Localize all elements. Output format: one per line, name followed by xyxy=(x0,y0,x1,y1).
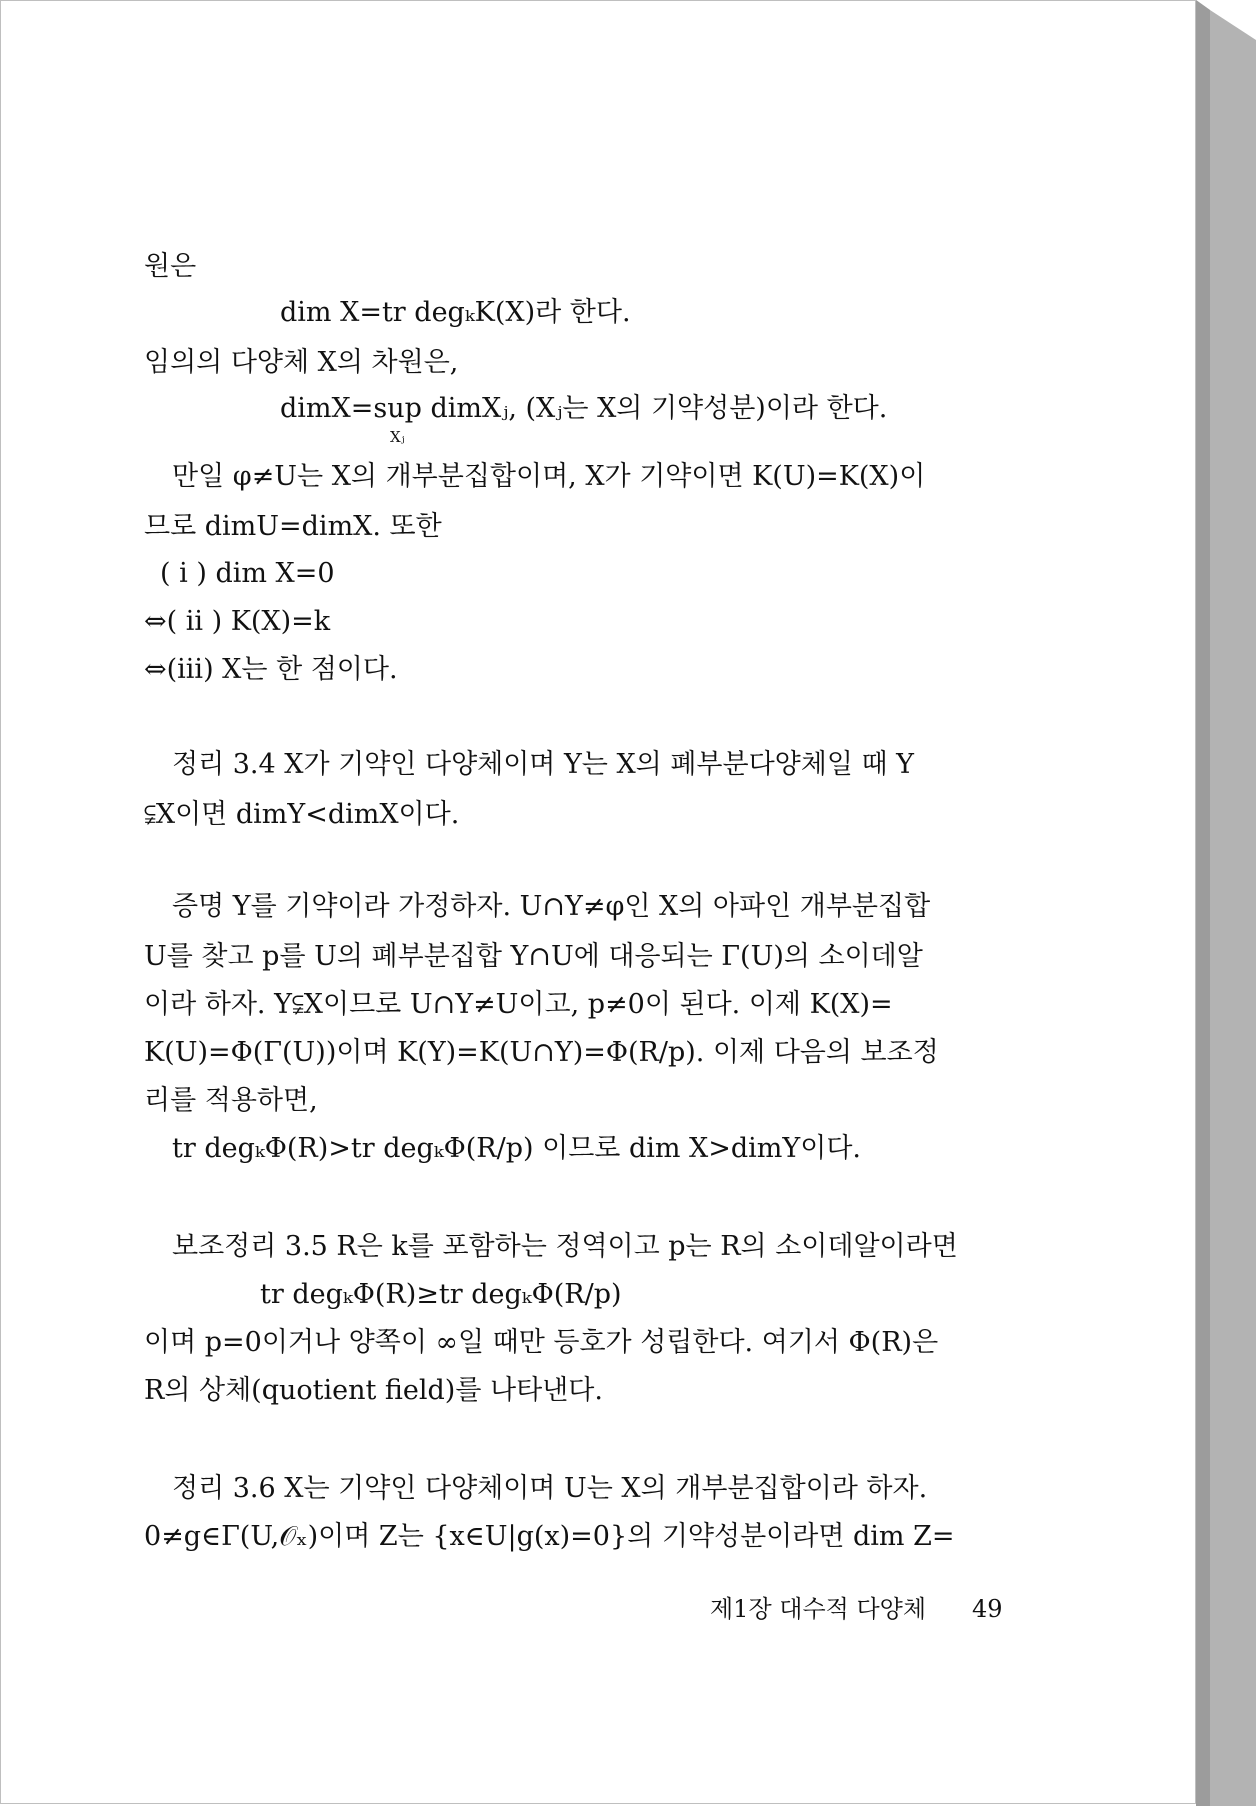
chapter-footer: 제1장 대수적 다양체 xyxy=(710,1595,926,1623)
text-line: 리를 적용하면, xyxy=(144,1085,318,1116)
equation-line: dimX=sup dimXⱼ, (Xⱼ는 X의 기약성분)이라 한다. xyxy=(280,393,888,424)
subscript-label: Xⱼ xyxy=(390,428,405,446)
text-line: 만일 φ≠U는 X의 개부분집합이며, X가 기약이면 K(U)=K(X)이 xyxy=(172,461,926,492)
text-line: ⫋X이면 dimY<dimX이다. xyxy=(144,799,460,830)
theorem-heading: 정리 3.6 X는 기약인 다양체이며 U는 X의 개부분집합이라 하자. xyxy=(172,1473,928,1504)
text-line: 0≠g∈Γ(U,𝒪ₓ)이며 Z는 {x∈U|g(x)=0}의 기약성분이라면 dim Z= xyxy=(144,1521,955,1552)
text-line: 원은 xyxy=(144,251,197,282)
lemma-heading: 보조정리 3.5 R은 k를 포함하는 정역이고 p는 R의 소이데알이라면 xyxy=(172,1231,958,1262)
list-item: ⇔( ii ) K(X)=k xyxy=(144,606,331,637)
text-line: 이며 p=0이거나 양쪽이 ∞일 때만 등호가 성립한다. 여기서 Φ(R)은 xyxy=(144,1327,939,1358)
text-line: 므로 dimU=dimX. 또한 xyxy=(144,511,442,542)
theorem-heading: 정리 3.4 X가 기약인 다양체이며 Y는 X의 폐부분다양체일 때 Y xyxy=(172,749,914,780)
page-edge xyxy=(1196,0,1258,1806)
text-line: R의 상체(quotient field)를 나타낸다. xyxy=(144,1375,603,1406)
equation-line: dim X=tr degₖK(X)라 한다. xyxy=(280,297,631,328)
text-line: 임의의 다양체 X의 차원은, xyxy=(144,347,459,378)
equation-line: tr degₖΦ(R)>tr degₖΦ(R/p) 이므로 dim X>dimY이다. xyxy=(172,1133,861,1164)
list-item: ⇔(iii) X는 한 점이다. xyxy=(144,654,398,685)
list-item: ( i ) dim X=0 xyxy=(160,558,335,589)
text-line: U를 찾고 p를 U의 폐부분집합 Y∩U에 대응되는 Γ(U)의 소이데알 xyxy=(144,941,923,972)
equation-line: tr degₖΦ(R)≥tr degₖΦ(R/p) xyxy=(260,1279,622,1310)
text-line: 이라 하자. Y⫋X이므로 U∩Y≠U이고, p≠0이 된다. 이제 K(X)= xyxy=(144,989,893,1020)
proof-heading: 증명 Y를 기약이라 가정하자. U∩Y≠φ인 X의 아파인 개부분집합 xyxy=(172,891,931,922)
text-line: K(U)=Φ(Γ(U))이며 K(Y)=K(U∩Y)=Φ(R/p). 이제 다음의 보조정 xyxy=(144,1037,939,1068)
page-number: 49 xyxy=(972,1595,1003,1623)
